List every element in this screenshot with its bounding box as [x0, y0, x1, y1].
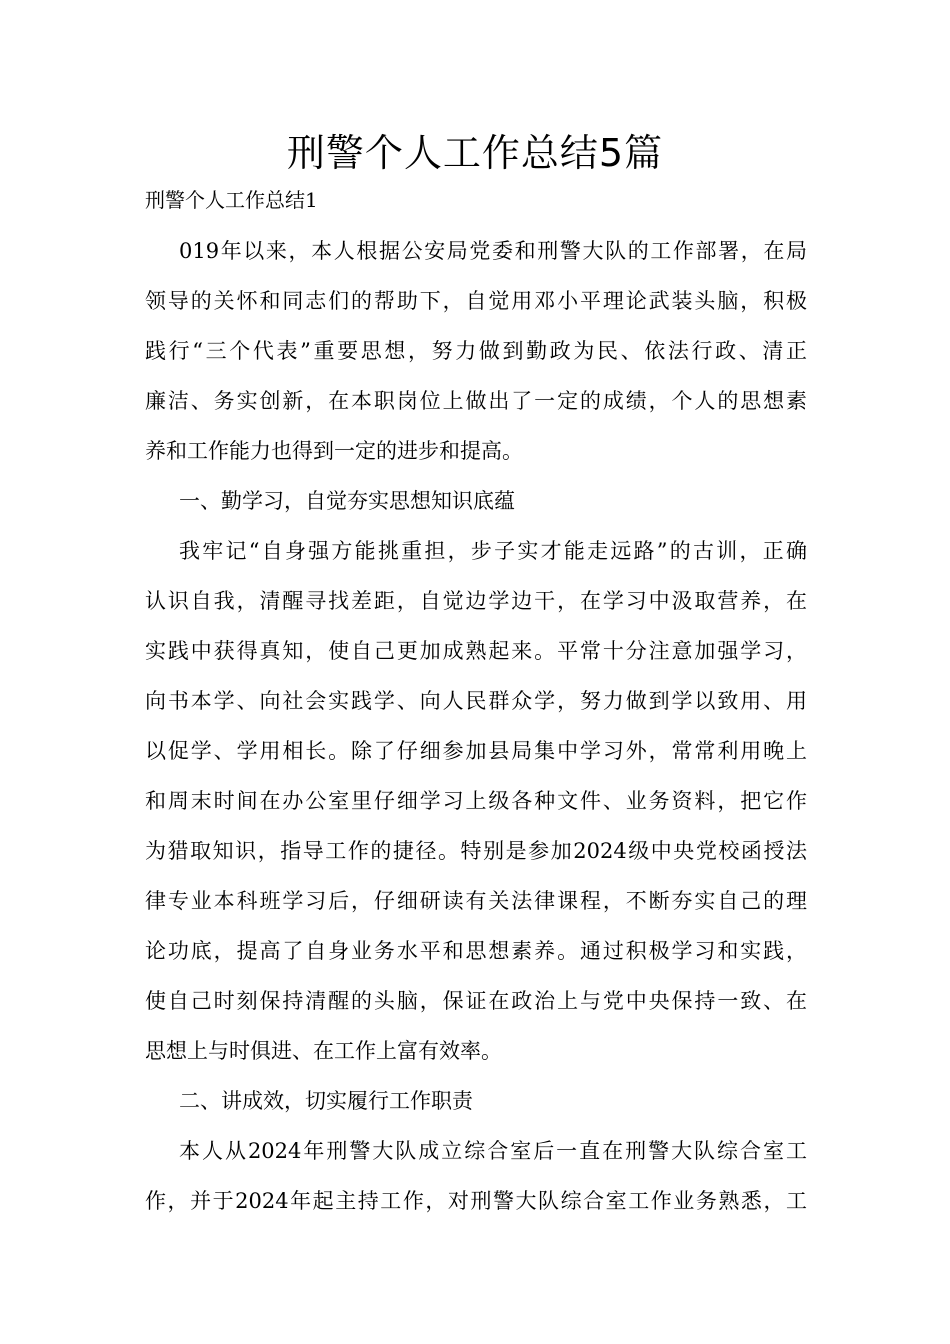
body-line: 为猎取知识，指导工作的捷径。特别是参加2024级中央党校函授法 [145, 839, 807, 863]
body-line: 领导的关怀和同志们的帮助下，自觉用邓小平理论武装头脑，积极 [145, 289, 807, 313]
body-line: 认识自我，清醒寻找差距，自觉边学边干，在学习中汲取营养，在 [145, 589, 807, 613]
body-line: 本人从2024年刑警大队成立综合室后一直在刑警大队综合室工 [179, 1139, 807, 1163]
body-line: 律专业本科班学习后，仔细研读有关法律课程，不断夯实自己的理 [145, 889, 807, 913]
body-line: 廉洁、务实创新，在本职岗位上做出了一定的成绩，个人的思想素 [145, 389, 807, 413]
body-line: 使自己时刻保持清醒的头脑，保证在政治上与党中央保持一致、在 [145, 989, 807, 1013]
body-line: 作，并于2024年起主持工作，对刑警大队综合室工作业务熟悉，工 [145, 1189, 807, 1213]
body-line: 和周末时间在办公室里仔细学习上级各种文件、业务资料，把它作 [145, 789, 807, 813]
body-line: 实践中获得真知，使自己更加成熟起来。平常十分注意加强学习， [145, 639, 807, 663]
subheading: 一、勤学习，自觉夯实思想知识底蕴 [179, 489, 515, 513]
body-line: 019年以来，本人根据公安局党委和刑警大队的工作部署，在局 [179, 239, 807, 263]
body-line: 践行“三个代表”重要思想，努力做到勤政为民、依法行政、清正 [145, 339, 807, 363]
body-line: 以促学、学用相长。除了仔细参加县局集中学习外，常常利用晚上 [145, 739, 807, 763]
body-line: 论功底，提高了自身业务水平和思想素养。通过积极学习和实践， [145, 939, 807, 963]
body-line: 我牢记“自身强方能挑重担，步子实才能走远路”的古训，正确 [179, 539, 807, 563]
body-line: 向书本学、向社会实践学、向人民群众学，努力做到学以致用、用 [145, 689, 807, 713]
body-line: 思想上与时俱进、在工作上富有效率。 [145, 1039, 502, 1063]
section-heading: 刑警个人工作总结1 [145, 188, 318, 212]
body-line: 养和工作能力也得到一定的进步和提高。 [145, 439, 523, 463]
subheading: 二、讲成效，切实履行工作职责 [179, 1089, 473, 1113]
document-title: 刑警个人工作总结5篇 [286, 131, 664, 175]
